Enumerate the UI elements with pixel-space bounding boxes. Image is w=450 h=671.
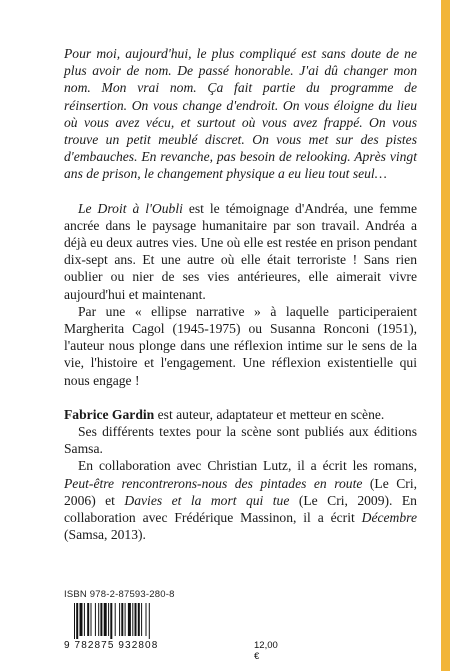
author-bio — [64, 406, 417, 544]
book-description — [64, 200, 417, 389]
description-paragraph-2: Par une « ellipse narrative » à laquelle participeraient Margherita Cagol (1945-1975) ou Susanna Ronconi (1951), l'auteur nous plonge dans une réflexion intime sur le sens de la vie, l'histoire et l'engagement. Une réflexion existentielle qui nous engage ! — [64, 303, 417, 388]
bio-paragraph-2: Ses différents textes pour la scène sont publiés aux éditions Samsa. — [64, 424, 417, 457]
price-label: 12,00 € — [254, 640, 278, 662]
novel-title-1: Peut-être rencontrerons-nous des pintades en route — [64, 475, 363, 491]
description-paragraph-1: Le Droit à l'Oubli est le témoignage d'Andréa, une femme ancrée dans le paysage humanitaire par son travail. Andréa a déjà eu deux autres vies. Une où elle est restée en prison pendant dix-sept ans. Et une autre où elle était terroriste ! Sans rien oublier ou nier de ses vies antérieures, elle aimerait vivre aujourd'hui et maintenant. — [64, 200, 417, 302]
bio-paragraph-3: En collaboration avec Christian Lutz, il a écrit les romans, Peut-être rencontrerons-nous des pintades en route (Le Cri, 2006) et Davies et la mort qui tue (Le Cri, 2009). En collaboration avec Frédérique Massinon, il a écrit Décembre (Samsa, 2013). — [64, 458, 418, 543]
cover-text — [64, 45, 417, 543]
barcode-block — [64, 603, 284, 662]
author-name: Fabrice Gardin — [64, 406, 155, 422]
barcode-number: 9 782875 932808 — [64, 640, 159, 651]
play-title: Décembre — [361, 510, 417, 526]
novel-title-2: Davies et la mort qui tue — [124, 492, 290, 508]
book-title: Le Droit à l'Oubli — [78, 200, 183, 216]
bio-paragraph-1: Fabrice Gardin est auteur, adaptateur et metteur en scène. — [64, 406, 385, 422]
isbn-label: ISBN 978-2-87593-280-8 — [64, 589, 175, 600]
cover-spine-edge — [441, 0, 450, 671]
opening-quote: Pour moi, aujourd'hui, le plus compliqué est sans doute de ne plus avoir de nom. De passé honorable. J'ai dû changer mon nom. Mon vrai nom. Ça fait partie du programme de réinsertion. On vous change d'endroit. On vous éloigne du lieu où vous avez vécu, et surtout où vous avez frappé. On vous trouve un petit meublé discret. On vous met sur des pistes d'embauches. En revanche, pas besoin de relooking. Après vingt ans de prison, le changement physique a eu lieu tout seul… — [64, 46, 417, 182]
barcode-icon — [72, 603, 192, 639]
